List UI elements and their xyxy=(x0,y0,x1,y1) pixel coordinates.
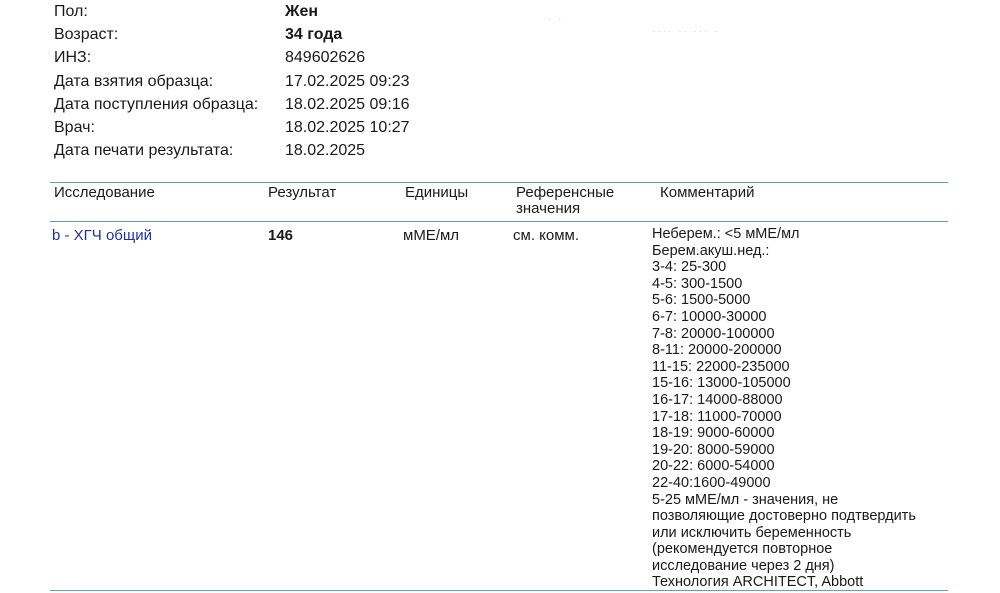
info-value: 18.02.2025 xyxy=(285,142,366,160)
comment-line: 3-4: 25-300 xyxy=(652,259,727,276)
comment-line: или исключить беременность xyxy=(652,524,852,541)
info-value: Жен xyxy=(285,3,319,20)
comment-line: 19-20: 8000-59000 xyxy=(652,441,775,458)
info-value: 17.02.2025 09:23 xyxy=(285,72,410,90)
comment-line: 20-22: 6000-54000 xyxy=(652,458,775,475)
info-value: 18.02.2025 09:16 xyxy=(285,95,410,113)
comment-line: 8-11: 20000-200000 xyxy=(652,342,782,359)
comment-line: (рекомендуется повторное xyxy=(652,541,833,558)
info-label: ИНЗ: xyxy=(54,49,92,67)
comment-line: Технология ARCHITECT, Abbott xyxy=(652,574,864,591)
faint-mark: · · xyxy=(548,14,564,25)
comment-line: 18-19: 9000-60000 xyxy=(652,425,775,442)
info-label: Дата печати результата: xyxy=(54,142,234,160)
comment-line: Неберем.: <5 мМЕ/мл xyxy=(652,226,800,242)
comment-line: 5-25 мМЕ/мл - значения, не xyxy=(652,491,839,508)
info-label: Дата взятия образца: xyxy=(54,72,214,90)
header-reference xyxy=(516,185,614,217)
comment-line: 5-6: 1500-5000 xyxy=(652,292,751,309)
table-top-rule xyxy=(50,182,948,183)
comment-line: 11-15: 22000-235000 xyxy=(652,358,790,375)
comment-line: 4-5: 300-1500 xyxy=(652,275,743,292)
info-label: Дата поступления образца: xyxy=(54,95,259,113)
info-value: 18.02.2025 10:27 xyxy=(285,119,410,136)
comment-line: 16-17: 14000-88000 xyxy=(652,391,783,408)
comment-line: Берем.акуш.нед.: xyxy=(652,242,770,259)
info-label: Возраст: xyxy=(54,26,119,44)
header-reference-line2: значения xyxy=(516,200,581,217)
comment-line: позволяющие достоверно подтвердить xyxy=(652,508,916,525)
test-comment xyxy=(652,226,952,591)
comment-line: 7-8: 20000-100000 xyxy=(652,325,775,342)
comment-line: 6-7: 10000-30000 xyxy=(652,308,767,325)
table-header-rule xyxy=(50,221,948,222)
info-label: Пол: xyxy=(54,3,88,20)
header-result: Результат xyxy=(268,184,337,201)
test-name: b - ХГЧ общий xyxy=(52,227,152,244)
header-reference-line1: Референсные xyxy=(516,184,615,201)
comment-line: 22-40:1600-49000 xyxy=(652,474,771,491)
info-value: 34 года xyxy=(285,26,343,44)
header-comment: Комментарий xyxy=(660,184,755,201)
info-value: 849602626 xyxy=(285,49,366,67)
comment-line: 17-18: 11000-70000 xyxy=(652,408,782,425)
header-units: Единицы xyxy=(405,184,469,201)
test-reference: см. комм. xyxy=(513,227,580,244)
comment-line: исследование через 2 дня) xyxy=(652,557,835,574)
info-label: Врач: xyxy=(54,119,95,136)
test-units: мМЕ/мл xyxy=(403,227,460,244)
header-test: Исследование xyxy=(54,184,155,201)
test-result: 146 xyxy=(268,227,294,244)
comment-line: 15-16: 13000-105000 xyxy=(652,375,791,392)
faint-mark: ···· ·· ··· · xyxy=(652,26,720,37)
